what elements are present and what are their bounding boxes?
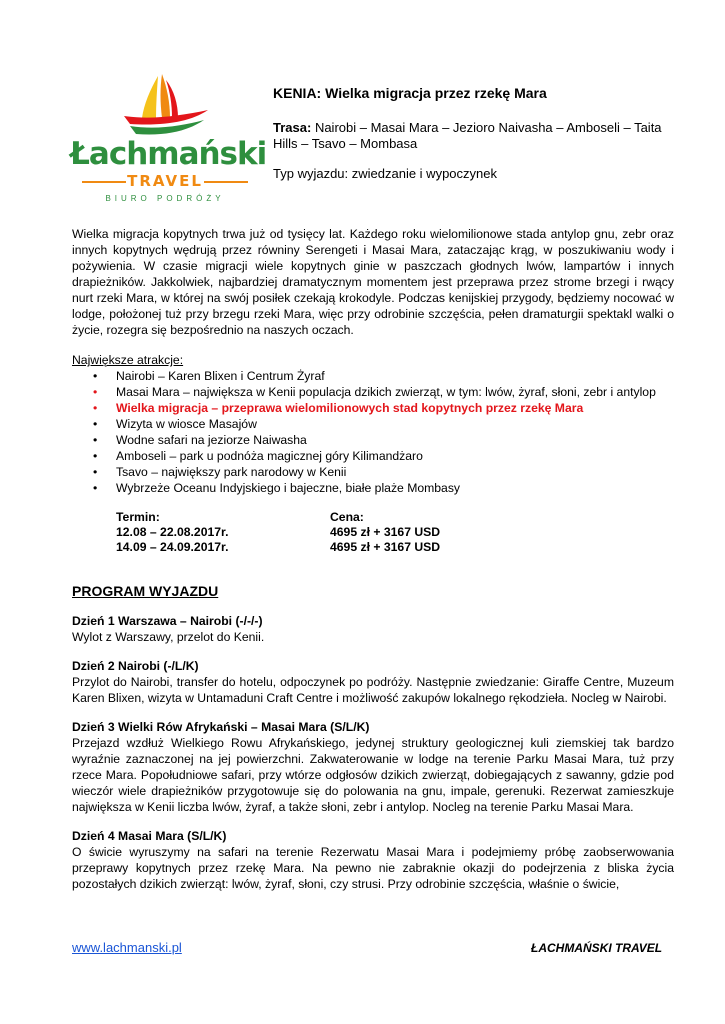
day-title: Dzień 2 Nairobi (-/L/K)	[72, 659, 199, 673]
list-item-text: Nairobi – Karen Blixen i Centrum Żyraf	[116, 369, 325, 383]
day-section	[72, 613, 674, 645]
list-item-text: Masai Mara – największa w Kenii populacja dzikich zwierząt, w tym: lwów, żyraf, słoni, zebr i antylop	[116, 385, 656, 399]
list-item-text: Wybrzeże Oceanu Indyjskiego i bajeczne, białe plaże Mombasy	[116, 481, 461, 495]
list-item	[93, 384, 674, 400]
terms-date: 12.08 – 22.08.2017r.	[116, 525, 229, 539]
bullet-icon: •	[93, 401, 98, 415]
day-section	[72, 719, 674, 815]
bullet-icon: •	[93, 433, 98, 447]
terms-table	[116, 510, 674, 555]
bullet-icon: •	[93, 385, 98, 399]
company-logo	[70, 72, 267, 220]
list-item	[93, 464, 674, 480]
logo-name: Łachmański	[70, 136, 267, 172]
terms-date-label: Termin:	[116, 510, 160, 524]
trip-header	[273, 85, 663, 182]
day-title: Dzień 4 Masai Mara (S/L/K)	[72, 829, 227, 843]
terms-date: 14.09 – 24.09.2017r.	[116, 540, 229, 554]
footer-brand: ŁACHMAŃSKI TRAVEL	[531, 941, 663, 955]
day-title: Dzień 1 Warszawa – Nairobi (-/-/-)	[72, 614, 263, 628]
bullet-icon: •	[93, 481, 98, 495]
list-item-text: Amboseli – park u podnóża magicznej góry Kilimandżaro	[116, 449, 423, 463]
list-item	[93, 416, 674, 432]
trip-route	[273, 120, 663, 152]
day-section	[72, 658, 674, 706]
list-item-text: Tsavo – największy park narodowy w Kenii	[116, 465, 347, 479]
list-item-text: Wizyta w wiosce Masajów	[116, 417, 257, 431]
day-section	[72, 828, 674, 892]
terms-date-column	[116, 510, 330, 555]
day-title: Dzień 3 Wielki Rów Afrykański – Masai Mara (S/L/K)	[72, 720, 370, 734]
bullet-icon: •	[93, 449, 98, 463]
day-text: Przylot do Nairobi, transfer do hotelu, odpoczynek po podróży. Następnie zwiedzanie: Giraffe Centre, Muzeum Karen Blixen, wizyta w Untamaduni Craft Centre i możliwość zakupów lokalnego rękodzieła. Nocleg w Nairobi.	[72, 675, 674, 705]
attractions-list	[72, 368, 674, 496]
list-item	[93, 432, 674, 448]
bullet-icon: •	[93, 465, 98, 479]
bullet-icon: •	[93, 417, 98, 431]
day-text: O świcie wyruszymy na safari na terenie Rezerwatu Masai Mara i podejmiemy próbę zaobserwowania przeprawy kopytnych przez rzekę Mara. Na pewno nie zabraknie okazji do podejrzenia z bliska życia pozostałych dzikich zwierząt: lwów, żyraf, słoni, czy strusi. Przy odrobinie szczęścia, właśnie o świcie,	[72, 845, 674, 891]
trip-type: Typ wyjazdu: zwiedzanie i wypoczynek	[273, 166, 497, 181]
terms-price: 4695 zł + 3167 USD	[330, 525, 441, 539]
terms-price: 4695 zł + 3167 USD	[330, 540, 441, 554]
attractions-label: Największe atrakcje:	[72, 353, 184, 367]
sail-icon	[120, 72, 212, 140]
bullet-icon: •	[93, 369, 98, 383]
program-heading: PROGRAM WYJAZDU	[72, 583, 219, 599]
route-value: Nairobi – Masai Mara – Jezioro Naivasha – Amboseli – Taita Hills – Tsavo – Mombasa	[273, 120, 662, 151]
logo-travel: TRAVEL	[127, 172, 203, 190]
website-link[interactable]: www.lachmanski.pl	[72, 940, 182, 955]
list-item-text: Wielka migracja – przeprawa wielomilionowych stad kopytnych przez rzekę Mara	[116, 401, 584, 415]
terms-price-column	[330, 510, 440, 555]
intro-paragraph: Wielka migracja kopytnych trwa już od tysięcy lat. Każdego roku wielomilionowe stada antylop gnu, zebr oraz innych kopytnych wędrują przez równiny Serengeti i Masai Mara, zataczając krąg, w poszukiwaniu wody i pożywienia. W czasie migracji wiele kopytnych ginie w paszczach głodnych lwów, lampartów i innych drapieżników. Jakkolwiek, najbardziej dramatycznym momentem jest przeprawa przez strome brzegi i rwący nurt rzeki Mara, w której na swój posiłek czekają krokodyle. Podczas kenijskiej przygody, będziemy nocować w lodge, położonej tuż przy brzegu rzeki Mara, więc przy odrobinie szczęścia, pełen dramaturgii spektakl walki o życie, rozegra się bezpośrednio na naszych oczach.	[72, 227, 674, 337]
logo-subtitle: BIURO PODRÓŻY	[105, 194, 225, 203]
document-body	[72, 226, 674, 905]
list-item	[93, 480, 674, 496]
terms-price-label: Cena:	[330, 510, 364, 524]
list-item	[93, 368, 674, 384]
day-text: Przejazd wzdłuż Wielkiego Rowu Afrykańskiego, jedynej struktury geologicznej kuli ziemskiej tak bardzo wyraźnie zaznaczonej na jej powierzchni. Zakwaterowanie w lodge na terenie Parku Masai Mara, tuż przy rzece Mara. Popołudniowe safari, przy wtórze odgłosów dzikich zwierząt, dobiegających z sawanny, gdzie pod wieczór wiele drapieżników przygotowuje się do polowania na gnu, impale, gerenuki. Rezerwat zamieszkuje największa w Kenii liczba lwów, żyraf, a także słoni, zebr i antylop. Nocleg na terenie Parku Masai Mara.	[72, 736, 674, 814]
list-item	[93, 400, 674, 416]
list-item	[93, 448, 674, 464]
logo-line-right	[204, 181, 248, 183]
route-label: Trasa:	[273, 120, 312, 135]
day-text: Wylot z Warszawy, przelot do Kenii.	[72, 630, 265, 644]
trip-title: KENIA: Wielka migracja przez rzekę Mara	[273, 85, 547, 101]
list-item-text: Wodne safari na jeziorze Naiwasha	[116, 433, 307, 447]
